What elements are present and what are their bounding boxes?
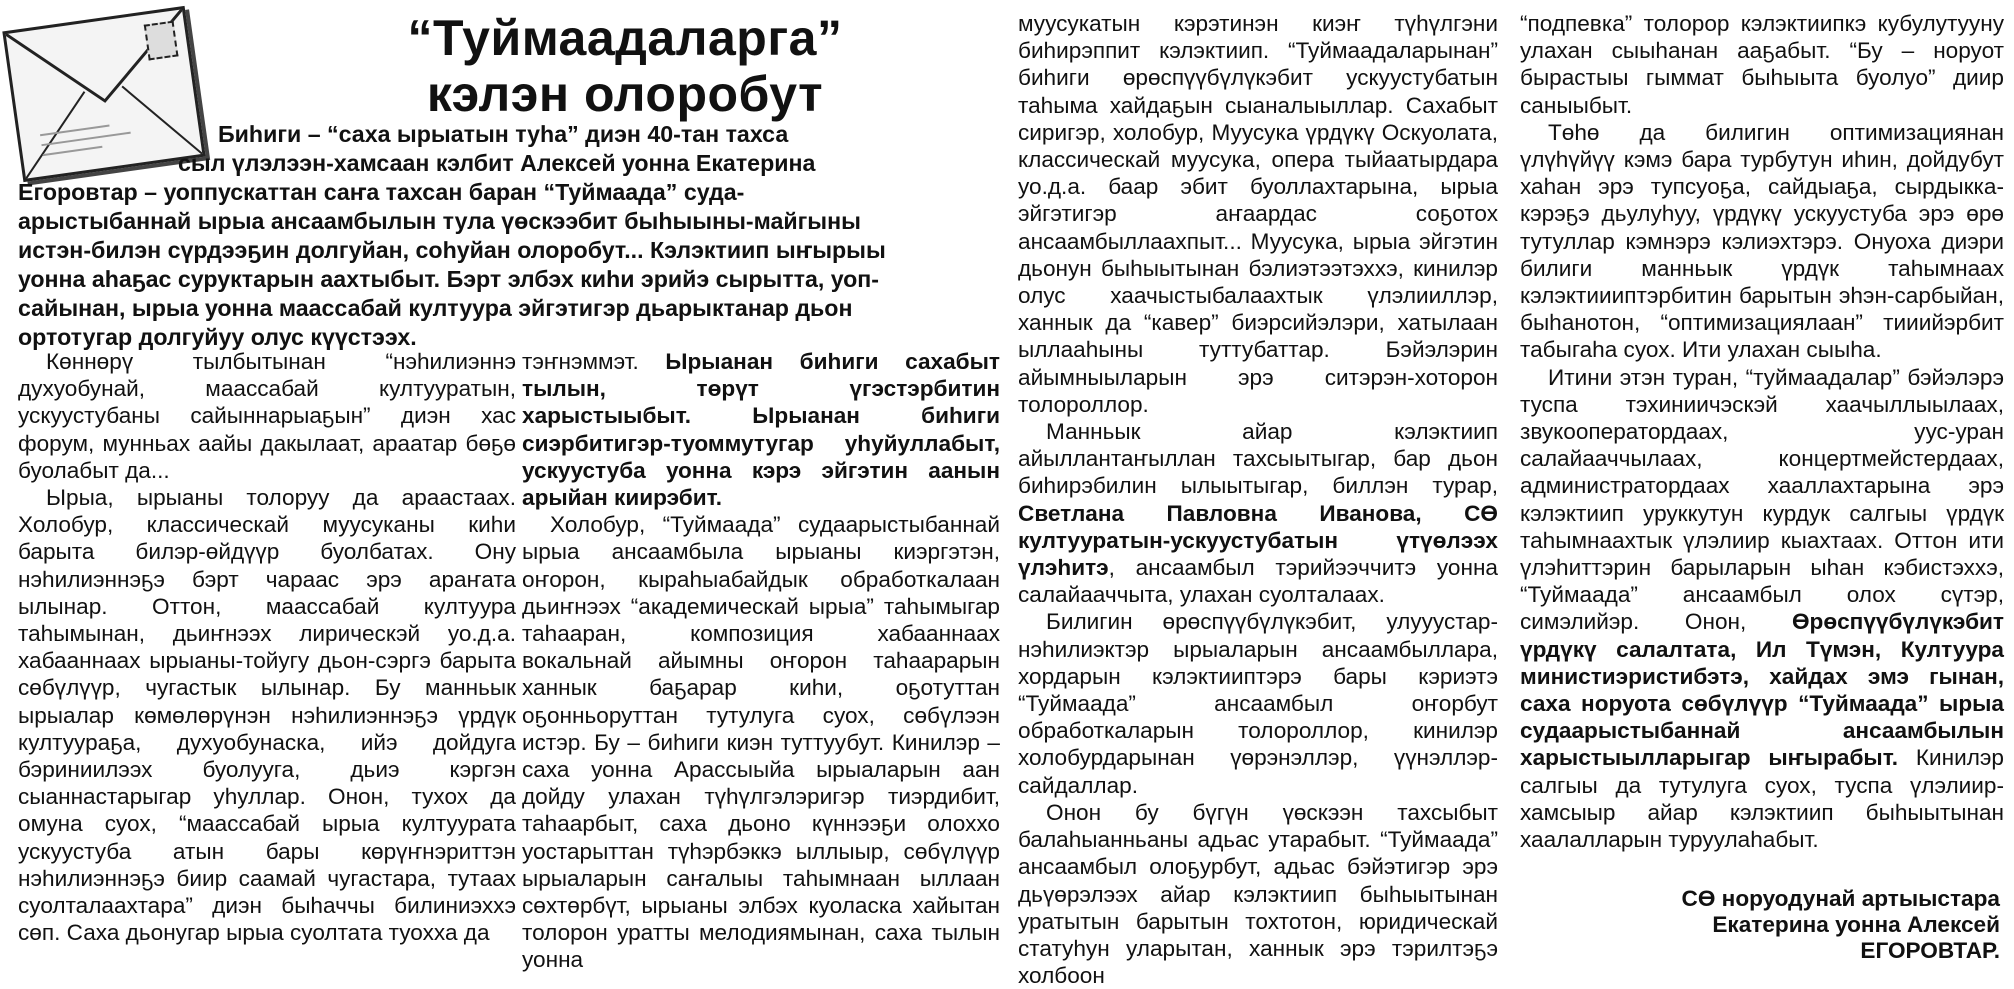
- column-1: [18, 348, 516, 946]
- paragraph-text: , ансаамбыл тэрийээччитэ уонна салайааччыта, улахан суолталаах.: [1018, 555, 1498, 608]
- paragraph: Онон бу бүгүн үөскээн тахсыбыт балаһыанньаны адьас утарабыт. “Туймаада” ансаамбыл олоҕурбут, адьас бэйэтигэр эрэ дьүөрэлээх айар кэлэктиип быһыытынан уратытын барытын тохтотон, юридическай статуһун уларытан, ханнык эрэ тэрилтэҕэ холбоон: [1018, 799, 1498, 989]
- paragraph: “подпевка” толорор кэлэктиипкэ кубулутууну улахан сыыһанан ааҕабыт. “Бу – норуот бырастыы гыммат быһыыта буолуо” диир саныыбыт.: [1520, 11, 2004, 118]
- signature-line: СӨ норуодунай артыыстара: [1681, 886, 2000, 911]
- column-4: [1520, 10, 2004, 853]
- signature-block: [1560, 886, 2000, 964]
- paragraph: Ырыа, ырыаны толоруу да араастаах. Холобур, классическай муусуканы киһи барыта билэр-өйдүүр буолбатах. Ону нэһилиэннэҕэ бэрт чараас эрэ араҥата ылынар. Оттон, маассабай култуура таһымынан, дьиҥнээх лирическэй уо.д.а. хабааннаах ырыаны-тойугу дьон-сэргэ барыта сөбүлүүр, чугастык ылынар. Бу манньык ырыалар көмөлөрүнэн нэһилиэннэҕэ үрдүк култуураҕа, духуобунаска, ийэ дойдуга бэриниилээх буолууга, дьиэ кэргэн сыаннастарыгар уһуллар. Онон, тухох да омуна суох, “маассабай ырыа култуурата ускуустуба атын бары көрүҥнэриттэн нэһилиэннэҕэ биир саамай чугастара, тутаах суолталаахтара” диэн быһаччы билиниэххэ сөп. Саха дьонугар ырыа суолтата туохха да: [18, 485, 516, 946]
- lead-line: истэн-билэн сүрдээҕин долгуйан, соһуйан олоробут... Кэлэктиип ыҥырыы: [18, 237, 886, 263]
- paragraph: [1018, 418, 1498, 608]
- paragraph: муусукатын кэрэтинэн киэҥ түһүлгэни биһирэппит кэлэктиип. “Туймаадаларынан” биһиги өрөспүүбүлүкэбит ускуустубатын таһыма хайдаҕын сыаналыыллар. Сахабыт сиригэр, холобур, Муусука үрдүкү Оскуолата, классическай муусука, опера тыйаатырдара уо.д.а. баар эбит буоллахтарына, ырыа эйгэтигэр аҥаардас соҕотох ансаамбыллаахпыт... Муусука, ырыа эйгэтин дьонун быһыытынан бэлиэтээтэххэ, кинилэр олус хаачыстыбалаахтык үлэлииллэр, ханнык да “кавер” биэрсийэлэри, хатылаан ыллааһыны туттубаттар. Бэйэлэрин айымныыларын эрэ ситэрэн-хоторон толороллор.: [1018, 11, 1498, 417]
- paragraph-emphasis: Ырыанан биһиги сахабыт тылын, төрүт үгэстэрбитин харыстыыбыт. Ырыанан биһиги сиэрбитигэр-туоммутугар уһуйуллабыт, ускуустуба уонна кэрэ эйгэтин аанын арыйан киирэбит.: [522, 349, 1000, 511]
- title-line-2: кэлэн олоробут: [426, 66, 824, 122]
- paragraph-text: Манньык айар кэлэктиип айыллантаҥыллан тахсыытыгар, бар дьон биһирэбилин ылыытыгар, биллэн турар,: [1018, 419, 1498, 499]
- lead-line: ортотугар долгуйуу олус күүстээх.: [18, 324, 417, 350]
- paragraph: Төһө да билигин оптимизациянан үлүһүйүү кэмэ бара турбутун иһин, дойдубут хаһан эрэ тупсуоҕа, сайдыаҕа, сырдыкка-кэрэҕэ дьулуһуу, үрдүкү ускуустуба эрэ өрө тутуллар кэмнэрэ кэлиэхтэрэ. Онуоха диэри билиги манньык үрдүк таһымнаах кэлэктиииптэрбитин барытын эһэн-сарбыйан, быһанотон, “оптимизациялаан” тииийэрбит табыгаһа суох. Ити улахан сыыһа.: [1520, 119, 2004, 363]
- paragraph-text: Кинилэр салгыы да тутулуга суох, туспа үлэлиир-хамсыыр айар кэлэктиип быһыытынан хаалалларын туруулаһабыт.: [1520, 745, 2004, 853]
- lead-line: сыл үлэлээн-хамсаан кэлбит Алексей уонна Екатерина: [178, 150, 816, 176]
- signature-line: Екатерина уонна Алексей: [1712, 912, 2000, 937]
- paragraph-text: Итини этэн туран, “туймаадалар” бэйэлэрэ туспа тэхиниичэскэй хаачыллыылаах, звукооператордаах, уус-уран салайааччылаах, концертмейстердаах, администратордаах хааллахтарына эрэ кэлэктиип уруккутун курдук салгыы үрдүк таһымнаахтык үлэлиир кыахтаах. Оттон ити үлэһиттэрин барыларын ыһан кэбистэххэ, “Туймаада” ансаамбыл олох сүтэр, симэлийэр. Онон,: [1520, 364, 2004, 635]
- envelope-illustration: [2, 6, 205, 182]
- signature-line: ЕГОРОВТАР.: [1860, 938, 2000, 963]
- article-lead: [18, 120, 988, 352]
- paragraph: Билигин өрөспүүбүлүкэбит, улууустар-нэһилиэктэр ырыаларын ансаамбыллара, хордарын кэлэктииптэрэ бары кэриэтэ “Туймаада” ансаамбыл оҥорбут обработкаларын толороллор, кинилэр холобурдарынан үөрэнэллэр, үүнэллэр-сайдаллар.: [1018, 609, 1498, 798]
- paragraph-emphasis: Өрөспүүбүлүкэбит үрдүкү салалтата, Ил Түмэн, Култуура министиэристибэтэ, хайдах эмэ гынан, саха норуота сөбүлүүр “Туймаада” ырыа судаарыстыбаннай ансаамбылын харыстыылларыгар ыҥырабыт.: [1520, 609, 2004, 771]
- lead-line: Егоровтар – уоппускаттан саҥа тахсан баран “Туймаада” суда-: [18, 179, 745, 205]
- title-line-1: “Туймаадаларга”: [407, 10, 843, 66]
- postage-stamp-icon: [144, 21, 179, 61]
- paragraph: [522, 348, 1000, 511]
- paragraph: Көннөрү тылбытынан “нэһилиэннэ духуобунай, маассабай култууратын, ускуустубаны сайыннарыаҕын” диэн хас форум, мунньах аайы дакылаат, араатар бөҕө буолабыт да...: [18, 349, 516, 483]
- lead-line: арыстыбаннай ырыа ансаамбылын тула үөскээбит быһыыны-майгыны: [18, 208, 861, 234]
- lead-line: сайынан, ырыа уонна маассабай култуура эйгэтигэр дьарыктанар дьон: [18, 295, 853, 321]
- lead-line: Биһиги – “саха ырыатын туһа” диэн 40-тан тахса: [218, 121, 789, 147]
- paragraph: Холобур, “Туймаада” судаарыстыбаннай ырыа ансаамбыла ырыаны киэргэтэн, оҥорон, кыраһыабайдык обработкалаан дьиҥнээх “академическай ырыа” таһымыгар таһааран, композиция хабааннаах вокальнай айымны оҥорон таһаарарын ханнык баҕарар киһи, оҕотуттан оҕонньоруттан тутулуга суох, сөбүлээн истэр. Бу – биһиги киэн туттуубут. Кинилэр – саха уонна Арассыыйа ырыаларын аан дойду улахан түһүлгэлэригэр тиэрдибит, таһаарбыт, саха дьоно күннээҕи олоххо уостарыттан түһэрбэккэ ыллыыр, сөбүлүүр ырыаларын саҥалыы таһымнаан ыллаан сөхтөрбүт, ырыаны элбэх куоласка хайытан толорон уратты мелодиямынан, саха тылын уонна: [522, 512, 1000, 973]
- column-3: [1018, 10, 1498, 989]
- lead-line: уонна аһаҕас суруктарын аахтыбыт. Бэрт элбэх киһи эрийэ сырытта, уоп-: [18, 266, 880, 292]
- article-title: [340, 10, 910, 122]
- column-2: [522, 348, 1000, 974]
- paragraph: [1520, 364, 2004, 854]
- paragraph-text: тэҥнэммэт.: [522, 349, 639, 374]
- paragraph-emphasis: Светлана Павловна Иванова, СӨ култууратын-ускуустубатын үтүөлээх үлэһитэ: [1018, 500, 1498, 581]
